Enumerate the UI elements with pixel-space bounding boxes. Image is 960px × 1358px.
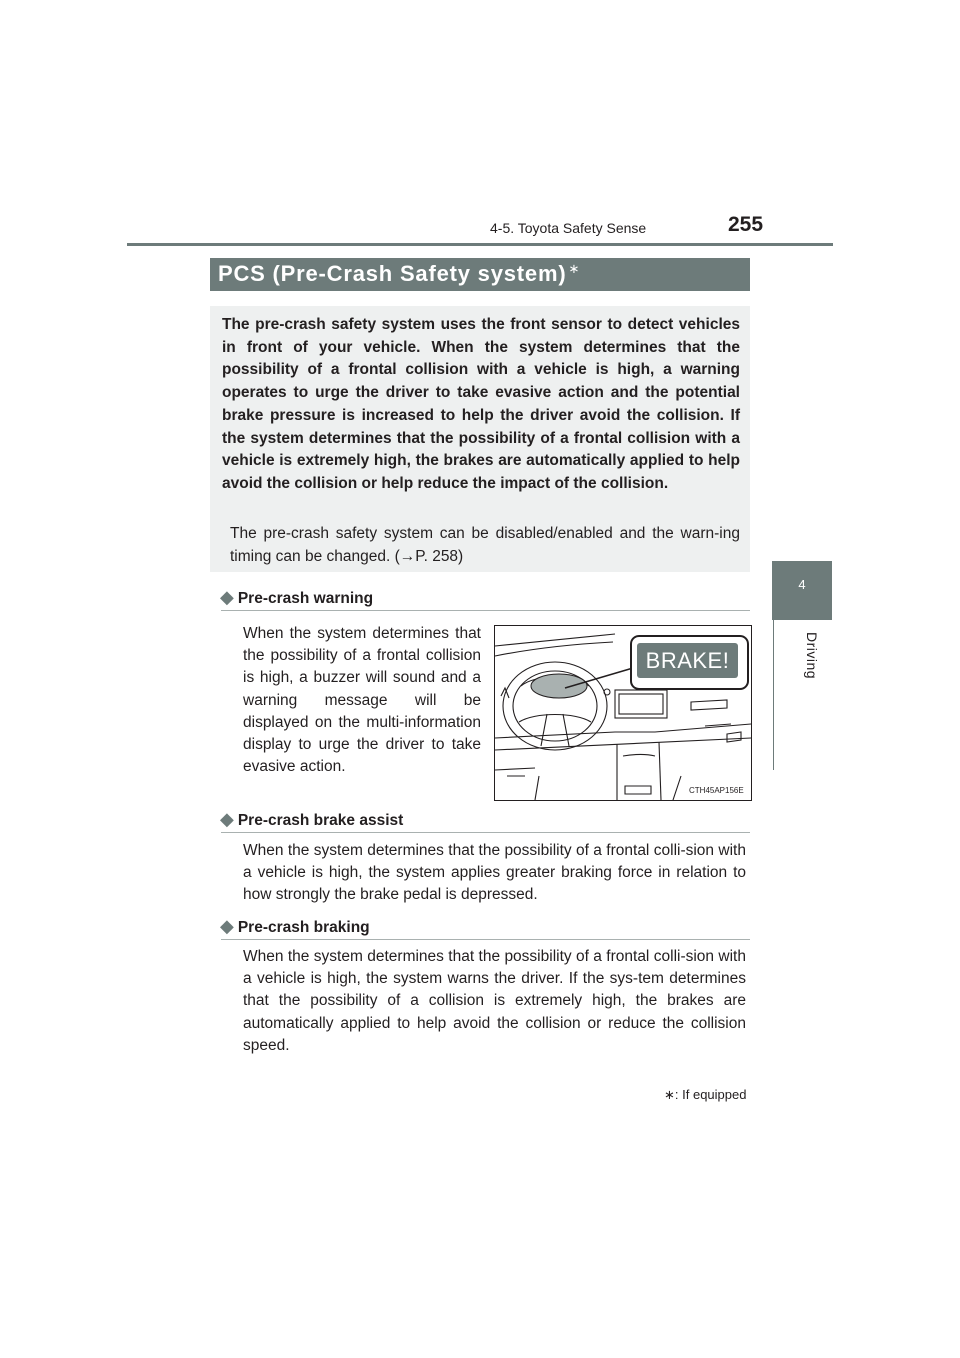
heading-rule xyxy=(221,939,750,940)
diamond-icon: ◆ xyxy=(220,916,234,936)
page-number: 255 xyxy=(728,213,764,236)
header-section-title: 4-5. Toyota Safety Sense xyxy=(490,220,647,236)
side-tab xyxy=(772,561,832,620)
heading-pre-crash-braking-text: Pre-crash braking xyxy=(237,919,370,936)
pre-crash-brake-assist-text: When the system determines that the possibility of a frontal colli-sion with a vehicle is high, the system applies greater braking force in relation to how strongly the brake pedal is depressed. xyxy=(243,842,746,904)
side-tab-line xyxy=(773,620,774,770)
heading-pre-crash-warning-text: Pre-crash warning xyxy=(237,590,374,607)
figure-code: CTH45AP156E xyxy=(689,786,744,795)
heading-pre-crash-warning xyxy=(220,587,373,608)
intro-box xyxy=(210,306,750,572)
brake-warning-message: BRAKE! xyxy=(637,643,738,678)
pre-crash-warning-text: When the system determines that the possibility of a frontal collision is high, a buzzer will sound and a warning message will be displayed on the multi-information display to urge the driver to take evasive action. xyxy=(243,625,481,776)
pre-crash-braking-text: When the system determines that the possibility of a frontal colli-sion with a vehicle is high, the system warns the driver. If the sys-tem determines that the possibility of a collision is extremely high, the brakes are automatically applied to help avoid the collision or reduce the collision speed. xyxy=(243,948,746,1054)
equipped-mark: ∗ xyxy=(568,261,581,276)
section-title xyxy=(218,261,580,287)
warning-message-callout xyxy=(630,635,749,690)
heading-pre-crash-braking xyxy=(220,916,370,937)
heading-pre-crash-brake-assist xyxy=(220,809,403,830)
intro-text: The pre-crash safety system uses the front sensor to detect vehicles in front of your vehicle. When the system determines that the possibility of a frontal collision with a vehicle is high, a warning operates to urge the driver to take evasive action and the potential brake pressure is increased to help the driver avoid the collision. If the system determines that the possibility of a frontal collision with a vehicle is extremely high, the brakes are automatically applied to help avoid the collision or help reduce the impact of the collision. xyxy=(222,316,740,492)
heading-rule xyxy=(221,610,750,611)
footnote xyxy=(664,1087,746,1103)
footnote-text: : If equipped xyxy=(674,1087,747,1102)
dashboard-illustration xyxy=(494,625,752,801)
side-tab-number: 4 xyxy=(798,577,806,592)
section-title-bar xyxy=(210,258,750,291)
footnote-mark: ∗ xyxy=(664,1087,675,1102)
section-title-text: PCS (Pre-Crash Safety system) xyxy=(218,261,567,286)
side-tab-label: Driving xyxy=(804,632,820,680)
header-rule xyxy=(127,243,833,246)
intro-note: The pre-crash safety system can be disabled/enabled and the warn-ing timing can be changed. (→P. 258) xyxy=(230,525,740,565)
heading-rule xyxy=(221,832,750,833)
diamond-icon: ◆ xyxy=(220,587,234,607)
heading-pre-crash-brake-assist-text: Pre-crash brake assist xyxy=(237,812,404,829)
diamond-icon: ◆ xyxy=(220,809,234,829)
